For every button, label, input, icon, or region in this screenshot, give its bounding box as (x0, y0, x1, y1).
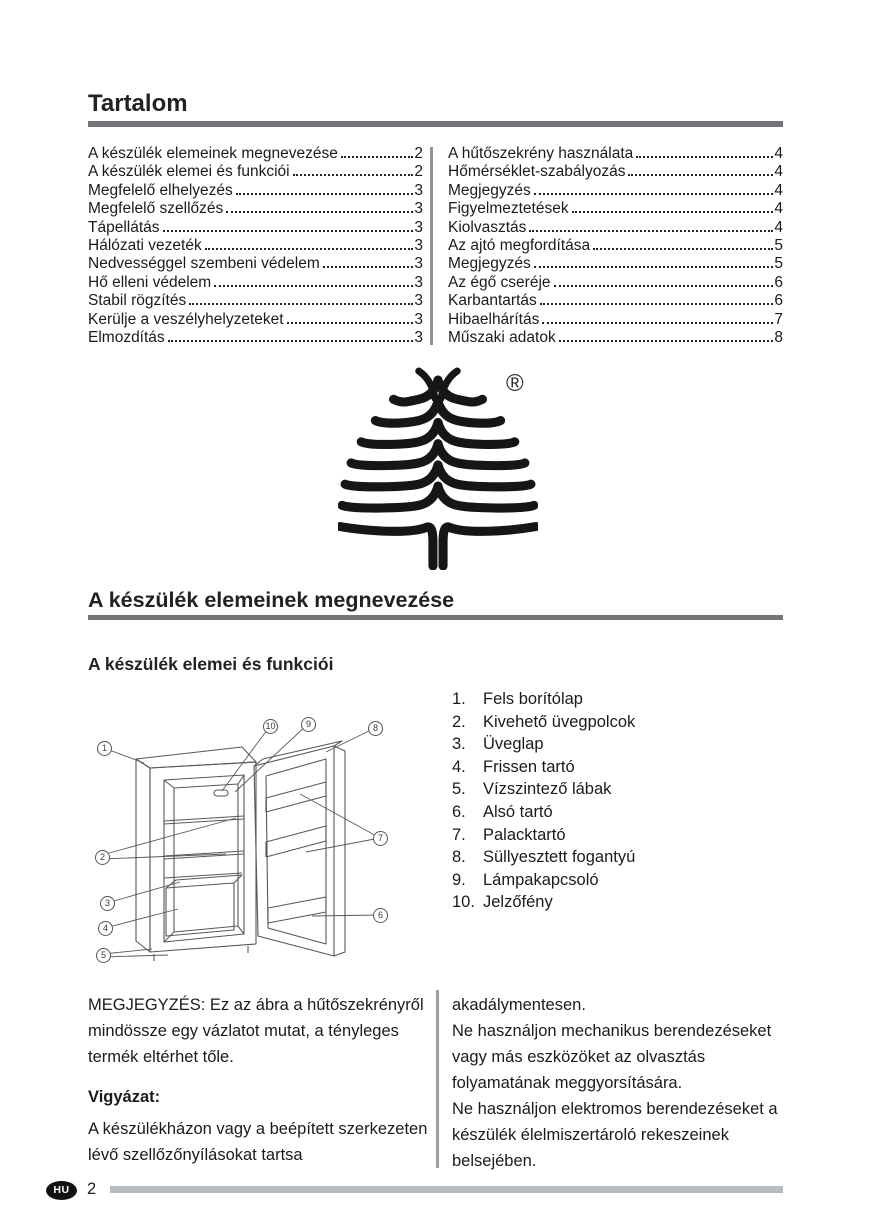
parts-list-item (452, 711, 635, 734)
parts-list-item (452, 733, 635, 756)
toc-entry-page: 3 (414, 273, 424, 291)
diagram-callout-7: 7 (373, 831, 388, 846)
toc-entry-page: 4 (774, 145, 784, 162)
diagram-callout-1: 1 (97, 741, 112, 756)
toc-entry-label: Hibaelhárítás (448, 310, 540, 328)
toc-entry-page: 7 (774, 310, 784, 328)
parts-list-item (452, 801, 635, 824)
toc-entry (88, 292, 423, 310)
toc-entry-page: 4 (774, 218, 784, 236)
language-badge: HU (46, 1181, 77, 1200)
toc-entry-page: 3 (414, 292, 424, 310)
toc-leader-dots (636, 156, 773, 158)
toc-entry (448, 182, 783, 200)
toc-leader-dots (534, 193, 774, 195)
section-heading: A készülék elemeinek megnevezése (88, 588, 455, 612)
toc-entry-label: Nedvességgel szembeni védelem (88, 255, 320, 273)
section-subheading: A készülék elemei és funkciói (88, 654, 334, 674)
toc-entry-page: 3 (414, 218, 424, 236)
toc-entry (88, 182, 423, 200)
callout-leader-lines (102, 724, 380, 957)
toc-entry-label: Kerülje a veszélyhelyzeteket (88, 310, 284, 328)
toc-right-column (448, 145, 783, 347)
parts-item-label: Frissen tartó (483, 757, 575, 776)
toc-entry-page: 3 (414, 255, 424, 273)
diagram-callout-4: 4 (98, 921, 113, 936)
toc-entry-label: Hőmérséklet-szabályozás (448, 163, 626, 181)
toc-entry-label: Megfelelő szellőzés (88, 200, 224, 218)
toc-leader-dots (542, 322, 773, 324)
toc-entry (88, 200, 423, 218)
parts-item-label: Palacktartó (483, 825, 566, 844)
toc-leader-dots (226, 211, 413, 213)
parts-list (452, 688, 635, 914)
toc-entry-page: 3 (414, 200, 424, 218)
toc-leader-dots (529, 230, 773, 232)
warning-paragraph: A készülékházon vagy a beépített szerkezeten lévő szellőzőnyílásokat tartsa (88, 1120, 428, 1164)
toc-entry-page: 2 (414, 163, 424, 181)
parts-list-item (452, 688, 635, 711)
page-number: 2 (87, 1180, 97, 1198)
toc-entry-label: Elmozdítás (88, 329, 165, 347)
toc-leader-dots (323, 266, 414, 268)
toc-entry-label: A hűtőszekrény használata (448, 145, 634, 162)
toc-entry-page: 3 (414, 237, 424, 255)
toc-entry (448, 329, 783, 347)
toc-entry-label: Tápellátás (88, 218, 160, 236)
toc-leader-dots (559, 340, 774, 342)
toc-entry-label: Az ajtó megfordítása (448, 237, 591, 255)
toc-entry-page: 4 (774, 200, 784, 218)
parts-item-label: Jelzőfény (483, 893, 553, 912)
note-paragraph: MEGJEGYZÉS: Ez az ábra a hűtőszekrényről mindössze egy vázlatot mutat, a tényleges termék eltérhet tőle. (88, 996, 424, 1066)
toc-entry-label: Hő elleni védelem (88, 273, 212, 291)
diagram-callout-5: 5 (96, 948, 111, 963)
toc-entry (448, 274, 783, 292)
toc-entry-label: Stabil rögzítés (88, 292, 187, 310)
toc-leader-dots (287, 322, 414, 324)
toc-entry-label: Megjegyzés (448, 255, 531, 273)
diagram-callout-9: 9 (301, 717, 316, 732)
toc-entry-label: Figyelmeztetések (448, 200, 569, 218)
toc-entry-page: 4 (774, 181, 784, 199)
parts-item-number: 9. (452, 870, 466, 889)
refrigerator-diagram (88, 706, 440, 974)
toc-leader-dots (341, 156, 414, 158)
toc-leader-dots (214, 285, 413, 287)
toc-entry (448, 237, 783, 255)
notes-left-column (88, 992, 444, 1168)
warning-title: Vigyázat: (88, 1088, 161, 1106)
parts-item-number: 8. (452, 848, 466, 867)
parts-list-item (452, 778, 635, 801)
toc-entry (88, 163, 423, 181)
toc-entry-page: 3 (414, 181, 424, 199)
parts-item-number: 7. (452, 825, 466, 844)
parts-list-item (452, 846, 635, 869)
parts-list-item (452, 869, 635, 892)
toc-entry-page: 6 (774, 273, 784, 291)
parts-item-label: Lámpakapcsoló (483, 870, 599, 889)
toc-entry (448, 292, 783, 310)
notes-right-column (452, 992, 787, 1174)
toc-entry-page: 2 (414, 145, 424, 162)
brand-tree-logo (338, 364, 538, 570)
toc-leader-dots (593, 248, 773, 250)
toc-entry-page: 5 (774, 255, 784, 273)
parts-item-label: Üveglap (483, 735, 544, 754)
toc-entry-label: A készülék elemei és funkciói (88, 163, 290, 181)
toc-entry (448, 145, 783, 163)
parts-item-number: 10. (452, 893, 475, 912)
parts-item-number: 1. (452, 690, 466, 708)
toc-entry (88, 219, 423, 237)
diagram-callout-8: 8 (368, 721, 383, 736)
parts-list-item (452, 891, 635, 914)
toc-entry (88, 145, 423, 163)
toc-leader-dots (168, 340, 414, 342)
toc-column-divider (430, 147, 433, 345)
toc-leader-dots (554, 285, 774, 287)
toc-entry (88, 274, 423, 292)
toc-entry-page: 5 (774, 237, 784, 255)
parts-list-item (452, 756, 635, 779)
table-of-contents (88, 145, 783, 347)
toc-entry-label: Kiolvasztás (448, 218, 527, 236)
parts-item-label: Vízszintező lábak (483, 780, 612, 799)
parts-item-number: 3. (452, 735, 466, 754)
diagram-callout-2: 2 (95, 850, 110, 865)
toc-leader-dots (205, 248, 414, 250)
note-paragraph: akadálymentesen. (452, 996, 586, 1014)
toc-leader-dots (163, 230, 414, 232)
toc-entry (448, 219, 783, 237)
toc-leader-dots (572, 211, 774, 213)
toc-entry (88, 329, 423, 347)
toc-left-column (88, 145, 423, 347)
toc-entry (448, 163, 783, 181)
toc-entry (448, 200, 783, 218)
note-paragraph: Ne használjon mechanikus berendezéseket vagy más eszközöket az olvasztás folyamatának meggyorsítására. (452, 1022, 772, 1092)
toc-entry-page: 4 (774, 163, 784, 181)
page-title: Tartalom (88, 90, 188, 117)
toc-leader-dots (534, 266, 774, 268)
parts-item-number: 4. (452, 757, 466, 776)
parts-item-number: 6. (452, 802, 466, 821)
toc-entry-page: 3 (414, 310, 424, 328)
parts-item-label: Kivehető üvegpolcok (483, 712, 636, 731)
registered-trademark-icon: ® (506, 370, 524, 397)
parts-item-label: Süllyesztett fogantyú (483, 848, 636, 867)
toc-entry-page: 3 (414, 329, 424, 347)
door-group (254, 741, 345, 956)
toc-leader-dots (540, 303, 774, 305)
toc-leader-dots (293, 174, 414, 176)
toc-entry-label: Hálózati vezeték (88, 237, 202, 255)
toc-entry-label: A készülék elemeinek megnevezése (88, 145, 338, 162)
toc-entry-label: Megfelelő elhelyezés (88, 181, 233, 199)
diagram-callout-6: 6 (373, 908, 388, 923)
diagram-callout-3: 3 (100, 896, 115, 911)
section-divider (88, 615, 783, 620)
toc-entry-label: Az égő cseréje (448, 273, 551, 291)
toc-entry (88, 311, 423, 329)
toc-entry (88, 237, 423, 255)
toc-entry (88, 255, 423, 273)
notes-column-divider (436, 990, 439, 1168)
toc-entry (448, 255, 783, 273)
toc-entry (448, 311, 783, 329)
toc-entry-page: 8 (774, 329, 784, 347)
parts-item-label: Fels borítólap (483, 690, 583, 708)
toc-entry-label: Megjegyzés (448, 181, 531, 199)
parts-item-number: 2. (452, 712, 466, 731)
footer-divider (110, 1186, 783, 1193)
parts-item-label: Alsó tartó (483, 802, 553, 821)
toc-leader-dots (628, 174, 773, 176)
title-divider (88, 121, 783, 127)
diagram-callout-10: 10 (263, 719, 278, 734)
toc-entry-label: Karbantartás (448, 292, 537, 310)
toc-leader-dots (189, 303, 413, 305)
note-paragraph: Ne használjon elektromos berendezéseket a készülék élelmiszertároló rekeszeinek belsejében. (452, 1100, 778, 1170)
parts-list-item (452, 824, 635, 847)
toc-entry-page: 6 (774, 292, 784, 310)
toc-entry-label: Műszaki adatok (448, 329, 556, 347)
toc-leader-dots (236, 193, 414, 195)
parts-item-number: 5. (452, 780, 466, 799)
cabinet-group (136, 747, 256, 961)
